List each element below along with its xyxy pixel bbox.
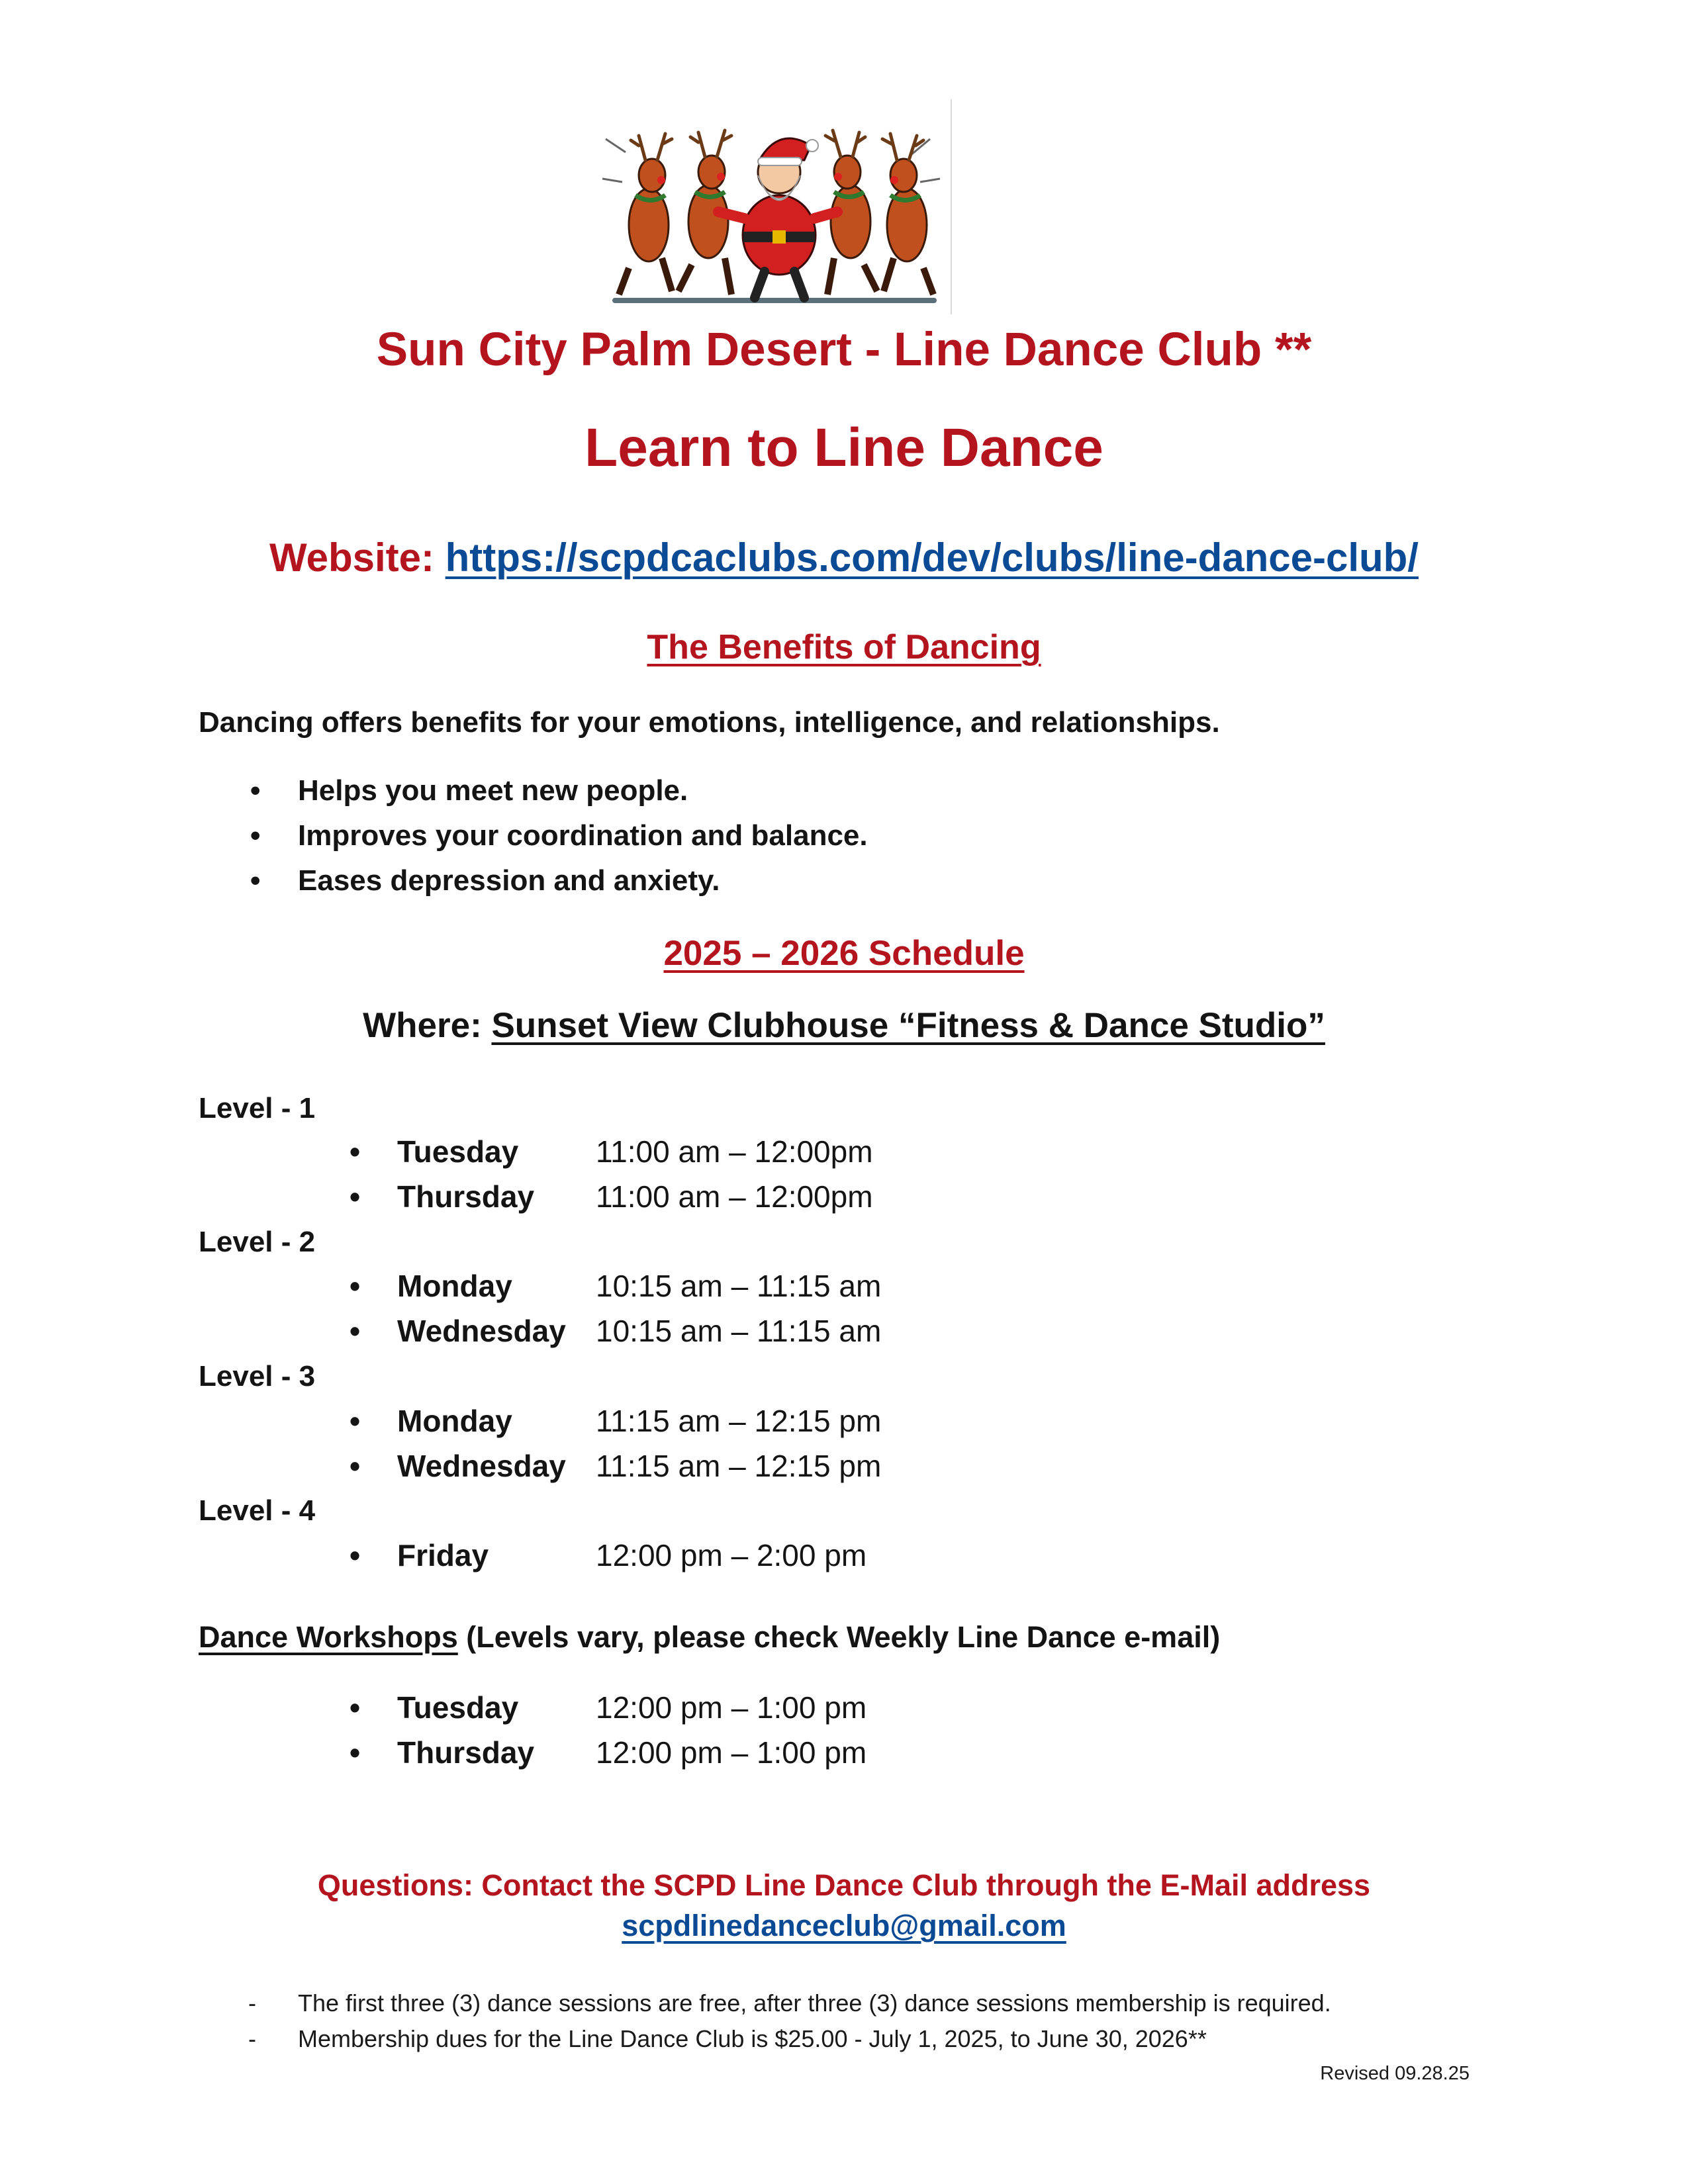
workshops-label: Dance Workshops	[199, 1620, 458, 1654]
workshop-day: Thursday	[397, 1735, 535, 1770]
session-day: Friday	[397, 1538, 489, 1572]
note-item	[248, 1989, 1331, 2017]
session-day: Monday	[397, 1404, 512, 1438]
revised-date: Revised 09.28.25	[1320, 2063, 1470, 2084]
session-time: 11:15 am – 12:15 pm	[596, 1449, 882, 1483]
workshop-time: 12:00 pm – 1:00 pm	[596, 1735, 867, 1770]
note-item	[248, 2025, 1207, 2053]
bullet-icon: •	[350, 1690, 361, 1725]
dash-marker: -	[248, 2025, 256, 2052]
contact-email	[0, 1909, 1688, 1943]
website-label: Website:	[269, 535, 445, 580]
session-time: 11:00 am – 12:00pm	[596, 1179, 873, 1214]
questions-contact-text: Questions: Contact the SCPD Line Dance Club through the E-Mail address	[317, 1868, 1371, 1902]
dash-marker: -	[248, 1989, 256, 2017]
email-link[interactable]: scpdlinedanceclub@gmail.com	[622, 1909, 1066, 1942]
santa-reindeer-illustration	[599, 99, 957, 314]
benefit-item	[250, 819, 868, 852]
session-time: 10:15 am – 11:15 am	[596, 1269, 882, 1303]
workshops-line	[199, 1620, 1220, 1655]
workshop-day: Tuesday	[397, 1690, 519, 1725]
benefit-item-text: Improves your coordination and balance.	[298, 819, 868, 852]
where-label: Where:	[363, 1006, 492, 1045]
website-line	[0, 535, 1688, 580]
bullet-icon: •	[350, 1735, 361, 1770]
level-1-label: Level - 1	[199, 1092, 316, 1124]
santa-reindeer-art	[599, 99, 957, 314]
level-2-label: Level - 2	[199, 1226, 316, 1258]
bullet-icon: •	[350, 1179, 361, 1214]
bullet-icon: •	[350, 1314, 361, 1348]
benefits-heading-text: The Benefits of Dancing	[647, 628, 1041, 666]
session-time: 11:00 am – 12:00pm	[596, 1134, 873, 1169]
bullet-icon: •	[350, 1449, 361, 1483]
benefit-item	[250, 774, 688, 807]
benefit-item-text: Eases depression and anxiety.	[298, 864, 720, 897]
benefits-heading	[0, 627, 1688, 667]
bullet-icon: •	[250, 774, 261, 807]
bullet-icon: •	[350, 1404, 361, 1438]
session-day: Tuesday	[397, 1134, 519, 1169]
session-time: 12:00 pm – 2:00 pm	[596, 1538, 867, 1572]
session-day: Thursday	[397, 1179, 535, 1214]
schedule-heading	[0, 933, 1688, 974]
session-day: Monday	[397, 1269, 512, 1303]
note-text: The first three (3) dance sessions are free, after three (3) dance sessions membership is required.	[298, 1989, 1331, 2017]
benefit-item-text: Helps you meet new people.	[298, 774, 688, 807]
bullet-icon: •	[350, 1134, 361, 1169]
session-day: Wednesday	[397, 1449, 566, 1483]
learn-to-line-dance-title: Learn to Line Dance	[585, 418, 1103, 478]
session-day: Wednesday	[397, 1314, 566, 1348]
website-link[interactable]: https://scpdcaclubs.com/dev/clubs/line-dance-club/	[445, 535, 1419, 580]
bullet-icon: •	[350, 1538, 361, 1572]
session-time: 10:15 am – 11:15 am	[596, 1314, 882, 1348]
workshop-time: 12:00 pm – 1:00 pm	[596, 1690, 867, 1725]
session-time: 11:15 am – 12:15 pm	[596, 1404, 882, 1438]
benefit-item	[250, 864, 720, 897]
bullet-icon: •	[250, 864, 261, 897]
level-3-label: Level - 3	[199, 1360, 316, 1392]
benefits-intro: Dancing offers benefits for your emotions, intelligence, and relationships.	[199, 706, 1220, 739]
workshops-note: (Levels vary, please check Weekly Line Dance e-mail)	[457, 1620, 1221, 1654]
bullet-icon: •	[250, 819, 261, 852]
schedule-heading-text: 2025 – 2026 Schedule	[663, 934, 1025, 973]
level-4-label: Level - 4	[199, 1494, 316, 1527]
where-line	[0, 1005, 1688, 1046]
note-text: Membership dues for the Line Dance Club is $25.00 - July 1, 2025, to June 30, 2026**	[298, 2025, 1207, 2052]
where-location: Sunset View Clubhouse “Fitness & Dance Studio”	[491, 1006, 1325, 1045]
bullet-icon: •	[350, 1269, 361, 1303]
club-title: Sun City Palm Desert - Line Dance Club **	[376, 324, 1312, 376]
